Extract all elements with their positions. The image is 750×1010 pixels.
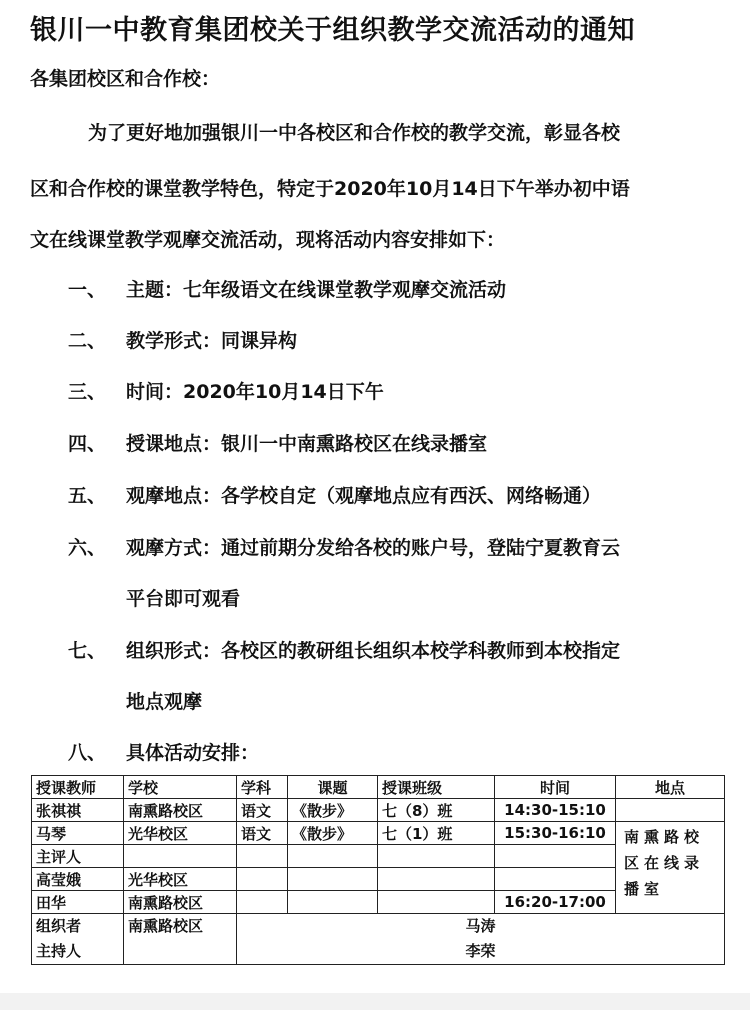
item-number: 三、	[68, 381, 107, 403]
item-observation-location	[68, 481, 601, 508]
cell-time	[495, 845, 616, 868]
cell-school	[124, 845, 237, 868]
cell-teacher: 田华	[32, 891, 124, 914]
intro-line-3: 文在线课堂教学观摩交流活动，现将活动内容安排如下：	[30, 229, 506, 251]
cell-time: 16:20-17:00	[495, 891, 616, 914]
table-header-row	[32, 776, 725, 799]
header-topic: 课题	[288, 776, 378, 799]
item-observation-method-cont: 平台即可观看	[126, 588, 241, 610]
header-class: 授课班级	[378, 776, 495, 799]
cell-location	[616, 822, 725, 914]
item-number: 五、	[68, 485, 107, 507]
item-number: 二、	[68, 330, 107, 352]
schedule-table	[31, 775, 725, 965]
cell-class: 七（8）班	[378, 799, 495, 822]
intro-line-2: 区和合作校的课堂教学特色，特定于2020年10月14日下午举办初中语	[30, 178, 630, 200]
cell-subject	[237, 891, 288, 914]
item-organization-form	[68, 636, 620, 663]
cell-time	[495, 868, 616, 891]
cell-school: 南熏路校区	[124, 799, 237, 822]
cell-class	[378, 891, 495, 914]
cell-school: 光华校区	[124, 822, 237, 845]
cell-subject	[237, 868, 288, 891]
item-text: 教学形式：同课异构	[126, 330, 298, 352]
cell-topic	[288, 891, 378, 914]
item-text: 主题：七年级语文在线课堂教学观摩交流活动	[126, 279, 507, 301]
table-row-organizer	[32, 914, 725, 965]
item-text: 时间：2020年10月14日下午	[126, 381, 384, 403]
item-number: 四、	[68, 433, 107, 455]
cell-class	[378, 845, 495, 868]
item-text: 授课地点：银川一中南熏路校区在线录播室	[126, 433, 488, 455]
cell-topic	[288, 845, 378, 868]
table-row	[32, 822, 725, 845]
cell-time: 15:30-16:10	[495, 822, 616, 845]
header-time: 时间	[495, 776, 616, 799]
cell-location-empty	[616, 799, 725, 822]
item-text: 观摩地点：各学校自定（观摩地点应有西沃、网络畅通）	[126, 485, 602, 507]
item-number: 一、	[68, 279, 107, 301]
cell-organizer-labels	[32, 914, 124, 965]
host-label: 主持人	[36, 942, 82, 960]
item-text: 组织形式：各校区的教研组长组织本校学科教师到本校指定	[126, 640, 621, 662]
organizer-label: 组织者	[36, 917, 82, 935]
item-schedule-heading	[68, 738, 259, 765]
cell-teacher: 张祺祺	[32, 799, 124, 822]
item-number: 六、	[68, 537, 107, 559]
cell-class: 七（1）班	[378, 822, 495, 845]
header-subject: 学科	[237, 776, 288, 799]
cell-teacher: 主评人	[32, 845, 124, 868]
cell-school: 光华校区	[124, 868, 237, 891]
header-teacher: 授课教师	[32, 776, 124, 799]
item-observation-method	[68, 533, 620, 560]
cell-organizer-school	[124, 914, 237, 965]
cell-class	[378, 868, 495, 891]
cell-teacher: 马琴	[32, 822, 124, 845]
item-time	[68, 377, 384, 404]
cell-topic	[288, 868, 378, 891]
item-teaching-location	[68, 429, 487, 456]
salutation: 各集团校区和合作校：	[30, 68, 221, 90]
intro-line-1: 为了更好地加强银川一中各校区和合作校的教学交流，彰显各校	[88, 122, 621, 144]
location-text: 南熏路校区在线录播室	[624, 828, 705, 898]
organizer-name: 马涛	[465, 917, 496, 935]
host-name: 李荣	[465, 942, 496, 960]
organizer-school: 南熏路校区	[128, 917, 204, 935]
header-school: 学校	[124, 776, 237, 799]
item-theme	[68, 275, 506, 302]
cell-subject: 语文	[237, 799, 288, 822]
bottom-bar	[0, 993, 750, 1010]
document-title: 银川一中教育集团校关于组织教学交流活动的通知	[30, 15, 635, 46]
table-row	[32, 799, 725, 822]
item-number: 七、	[68, 640, 107, 662]
item-organization-form-cont: 地点观摩	[126, 691, 203, 713]
item-text: 观摩方式：通过前期分发给各校的账户号，登陆宁夏教育云	[126, 537, 621, 559]
cell-subject: 语文	[237, 822, 288, 845]
cell-time: 14:30-15:10	[495, 799, 616, 822]
cell-topic: 《散步》	[288, 799, 378, 822]
cell-subject	[237, 845, 288, 868]
item-teaching-form	[68, 326, 297, 353]
item-number: 八、	[68, 742, 107, 764]
item-text: 具体活动安排：	[126, 742, 260, 764]
cell-school: 南熏路校区	[124, 891, 237, 914]
cell-teacher: 高莹娥	[32, 868, 124, 891]
cell-topic: 《散步》	[288, 822, 378, 845]
cell-organizer-names	[237, 914, 725, 965]
header-location: 地点	[616, 776, 725, 799]
